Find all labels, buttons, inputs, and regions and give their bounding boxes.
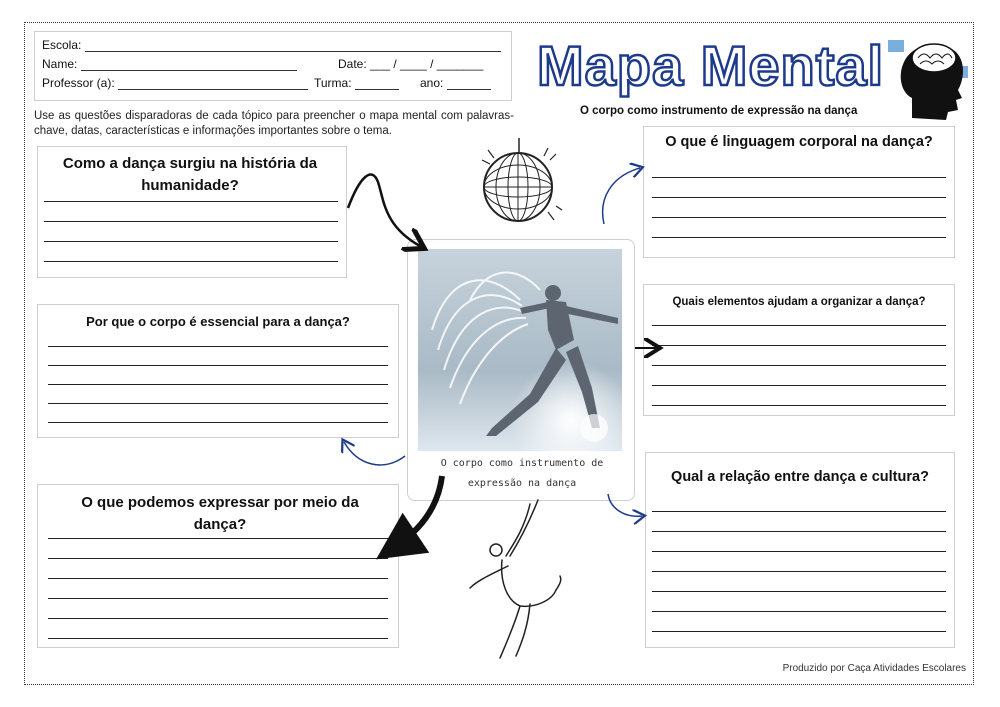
answer-lines-5[interactable] xyxy=(652,306,946,406)
turma-field[interactable] xyxy=(314,76,399,90)
school-field[interactable] xyxy=(42,38,501,52)
footer-credit: Produzido por Caça Atividades Escolares xyxy=(782,663,966,674)
answer-lines-3[interactable] xyxy=(48,519,388,639)
date-label: Date: ___ / ____ / _______ xyxy=(338,57,484,71)
question-6: Qual a relação entre dança e cultura? xyxy=(671,469,929,485)
page-subtitle: O corpo como instrumento de expressão na dança xyxy=(580,105,858,117)
turma-label: Turma: xyxy=(314,76,352,90)
name-field[interactable] xyxy=(42,57,297,71)
page-title: Mapa Mental xyxy=(537,34,885,97)
question-2: Por que o corpo é essencial para a dança? xyxy=(86,314,350,329)
professor-field[interactable] xyxy=(42,76,308,90)
question-5: Quais elementos ajudam a organizar a dança? xyxy=(672,296,926,308)
answer-lines-6[interactable] xyxy=(652,492,946,632)
answer-lines-2[interactable] xyxy=(48,326,388,423)
name-label: Name: xyxy=(42,57,78,71)
question-3: O que podemos expressar por meio da dança? xyxy=(81,494,359,533)
center-caption: O corpo como instrumento de expressão na dança xyxy=(440,458,604,489)
ano-field[interactable] xyxy=(420,76,491,90)
answer-lines-1[interactable] xyxy=(44,196,338,262)
ano-label: ano: xyxy=(420,76,444,90)
question-1: Como a dança surgiu na história da humanidade? xyxy=(62,155,318,194)
instructions: Use as questões disparadoras de cada tópico para preencher o mapa mental com palavras-chave, datas, características e informações importantes sobre o tema. xyxy=(34,110,514,137)
professor-label: Professor (a): xyxy=(42,76,115,90)
date-field[interactable] xyxy=(338,57,483,71)
question-4: O que é linguagem corporal na dança? xyxy=(665,134,933,150)
answer-lines-4[interactable] xyxy=(652,158,946,238)
school-label: Escola: xyxy=(42,38,82,52)
